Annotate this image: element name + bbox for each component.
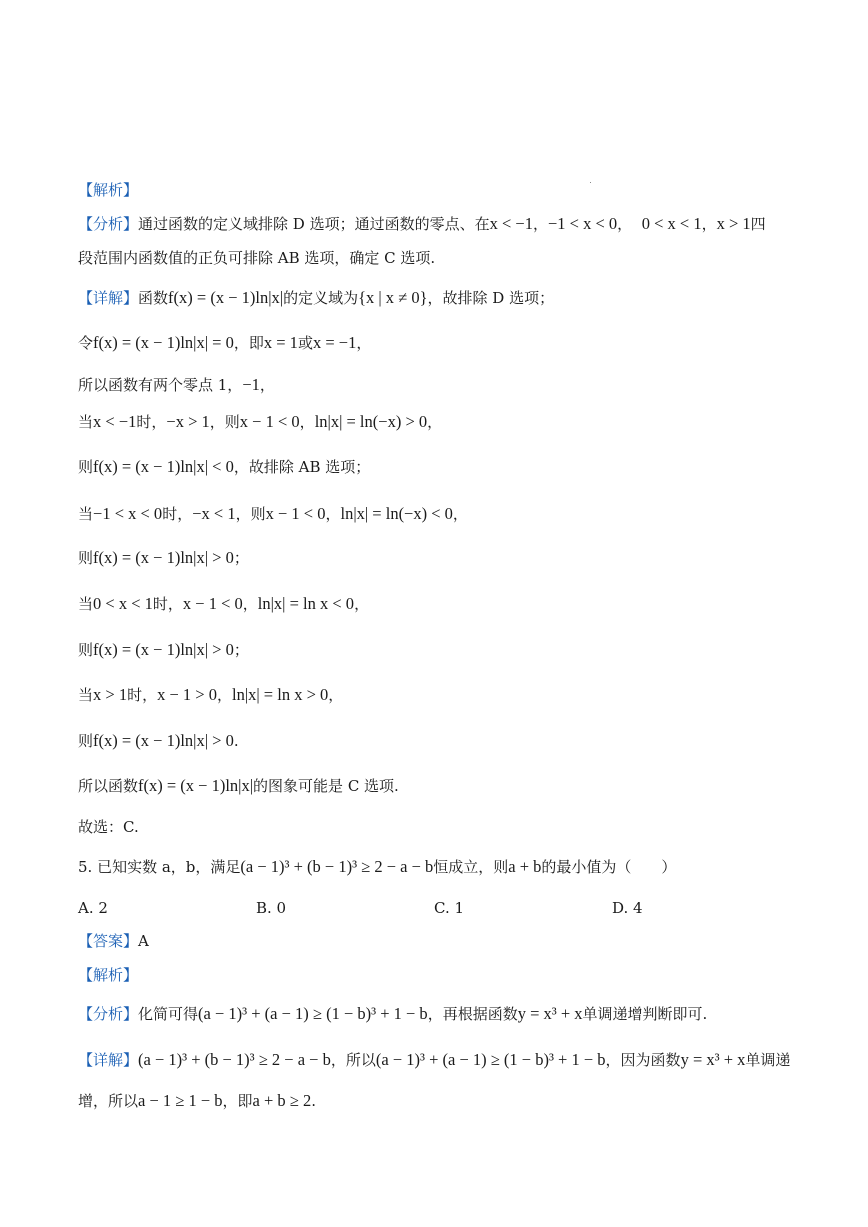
text: 增，所以 <box>78 1092 139 1110</box>
text: 化简可得 <box>138 1005 199 1023</box>
text: 的最小值为（ ） <box>541 858 677 876</box>
line-4 <box>78 412 442 432</box>
text: ，再根据函数 <box>427 1005 518 1023</box>
math: x < −1 <box>93 412 137 431</box>
math: 0 < x < 1 <box>641 214 702 233</box>
text: 则 <box>78 641 94 659</box>
option-c: C. 1 <box>434 899 465 917</box>
text: 则 <box>78 549 94 567</box>
text: 所以函数 <box>78 777 139 795</box>
text: 或 <box>297 334 313 352</box>
fenxi-line-2: 段范围内函数值的正负可排除 AB 选项，确定 C 选项. <box>78 249 436 267</box>
text: 时， <box>127 686 158 704</box>
math: ln|x| = ln(−x) < 0 <box>340 504 453 523</box>
math: a − 1 ≥ 1 − b <box>138 1091 223 1110</box>
math: {x | x ≠ 0} <box>358 288 428 307</box>
math: f(x) = (x − 1)ln|x| < 0 <box>93 457 234 476</box>
math: (a − 1)³ + (b − 1)³ ≥ 2 − a − b <box>240 857 434 876</box>
text: 当 <box>78 413 94 431</box>
text: ， <box>532 215 548 233</box>
math: f(x) = (x − 1)ln|x| <box>168 288 284 307</box>
math: 0 < x < 1 <box>93 594 153 613</box>
text: ， <box>259 376 275 394</box>
text: 通过函数的定义域排除 D 选项；通过函数的零点、在 <box>138 215 490 233</box>
math: y = x³ + x <box>517 1004 583 1023</box>
text: 恒成立，则 <box>433 858 509 876</box>
text: 的定义域为 <box>283 289 359 307</box>
text: 单调递 <box>745 1051 791 1069</box>
text: ； <box>233 549 249 567</box>
math: f(x) = (x − 1)ln|x| > 0 <box>93 548 234 567</box>
line-9 <box>78 640 249 660</box>
text: ， <box>354 595 370 613</box>
text: ， <box>356 334 372 352</box>
math: (a − 1)³ + (b − 1)³ ≥ 2 − a − b <box>138 1050 331 1069</box>
text: 的图象可能是 C 选项. <box>253 777 399 795</box>
text: ，即 <box>222 1092 253 1110</box>
jiexi-label-2: 【解析】 <box>78 966 139 984</box>
math: (a − 1)³ + (a − 1) ≥ (1 − b)³ + 1 − b <box>198 1004 428 1023</box>
fenxi-label: 【分析】 <box>78 215 139 233</box>
line-7 <box>78 548 249 568</box>
line-2 <box>78 333 371 353</box>
text: 函数 <box>138 289 169 307</box>
fenxi-line-q5 <box>78 1004 707 1024</box>
math: ln|x| = ln(−x) > 0 <box>314 412 428 431</box>
xiangjie-line-q5-2 <box>78 1091 316 1111</box>
math: f(x) = (x − 1)ln|x| > 0 <box>93 731 234 750</box>
text: ， <box>427 413 443 431</box>
option-a: A. 2 <box>78 899 108 917</box>
text: 当 <box>78 595 94 613</box>
text: ，所以 <box>330 1051 376 1069</box>
line-13-answer: 故选：C. <box>78 818 139 836</box>
text: 四 <box>750 215 766 233</box>
answer-line <box>78 931 149 951</box>
math: −x < 1 <box>192 504 236 523</box>
math: f(x) = (x − 1)ln|x| <box>138 776 254 795</box>
text: . <box>233 732 239 750</box>
fenxi-line-1 <box>78 214 766 234</box>
math: −1 < x < 0 <box>547 214 618 233</box>
text: 所以函数有两个零点 1， <box>78 376 243 394</box>
text: ， <box>242 595 258 613</box>
math: x < −1 <box>489 214 533 233</box>
text: ， <box>299 413 315 431</box>
text: ，故排除 AB 选项； <box>233 458 371 476</box>
text: ， <box>452 505 468 523</box>
text: ，因为函数 <box>605 1051 681 1069</box>
math: x − 1 < 0 <box>265 504 326 523</box>
stray-dot <box>590 182 591 183</box>
text: . <box>311 1092 316 1110</box>
math: x = 1 <box>263 333 298 352</box>
math: −1 < x < 0 <box>93 504 163 523</box>
math: a + b ≥ 2 <box>252 1091 312 1110</box>
question-5 <box>78 857 676 877</box>
math: x − 1 < 0 <box>182 594 243 613</box>
math: x − 1 > 0 <box>157 685 217 704</box>
line-8 <box>78 594 369 614</box>
line-10 <box>78 685 343 705</box>
math: f(x) = (x − 1)ln|x| = 0 <box>93 333 234 352</box>
text: 时， <box>152 595 183 613</box>
text: ， <box>216 686 232 704</box>
math: f(x) = (x − 1)ln|x| > 0 <box>93 640 234 659</box>
text: ， <box>325 505 341 523</box>
text: 时， <box>136 413 167 431</box>
xiangjie-label: 【详解】 <box>78 289 139 307</box>
text: 时， <box>162 505 193 523</box>
math: y = x³ + x <box>680 1050 746 1069</box>
math: ln|x| = ln x < 0 <box>257 594 355 613</box>
line-3 <box>78 375 275 395</box>
math: x = −1 <box>312 333 357 352</box>
math: a + b <box>508 857 542 876</box>
fenxi-label-2: 【分析】 <box>78 1005 139 1023</box>
math: x − 1 < 0 <box>239 412 300 431</box>
text: ， <box>617 215 633 233</box>
jiexi-label: 【解析】 <box>78 181 139 199</box>
text: 单调递增判断即可. <box>582 1005 708 1023</box>
text: ； <box>233 641 249 659</box>
text: ，即 <box>233 334 264 352</box>
text: ，则 <box>209 413 240 431</box>
line-5 <box>78 457 370 477</box>
text: ， <box>701 215 717 233</box>
text: 令 <box>78 334 94 352</box>
math: −x > 1 <box>166 412 210 431</box>
line-6 <box>78 504 468 524</box>
answer-value: A <box>138 932 149 950</box>
line-12 <box>78 776 399 796</box>
text: 当 <box>78 686 94 704</box>
text: 则 <box>78 732 94 750</box>
text: 当 <box>78 505 94 523</box>
xiangjie-line-q5-1 <box>78 1050 790 1070</box>
text: 5. 已知实数 a，b，满足 <box>78 858 241 876</box>
math: (a − 1)³ + (a − 1) ≥ (1 − b)³ + 1 − b <box>375 1050 606 1069</box>
text: 则 <box>78 458 94 476</box>
math: −1 <box>242 375 260 394</box>
math: x > 1 <box>716 214 751 233</box>
option-d: D. 4 <box>612 899 643 917</box>
text: ，故排除 D 选项； <box>427 289 555 307</box>
math: ln|x| = ln x > 0 <box>231 685 329 704</box>
line-11 <box>78 731 239 751</box>
text: ， <box>328 686 344 704</box>
text: ，则 <box>235 505 266 523</box>
option-b: B. 0 <box>256 899 287 917</box>
xiangjie-line-1 <box>78 288 554 308</box>
answer-label: 【答案】 <box>78 932 139 950</box>
xiangjie-label-2: 【详解】 <box>78 1051 139 1069</box>
math: x > 1 <box>93 685 128 704</box>
